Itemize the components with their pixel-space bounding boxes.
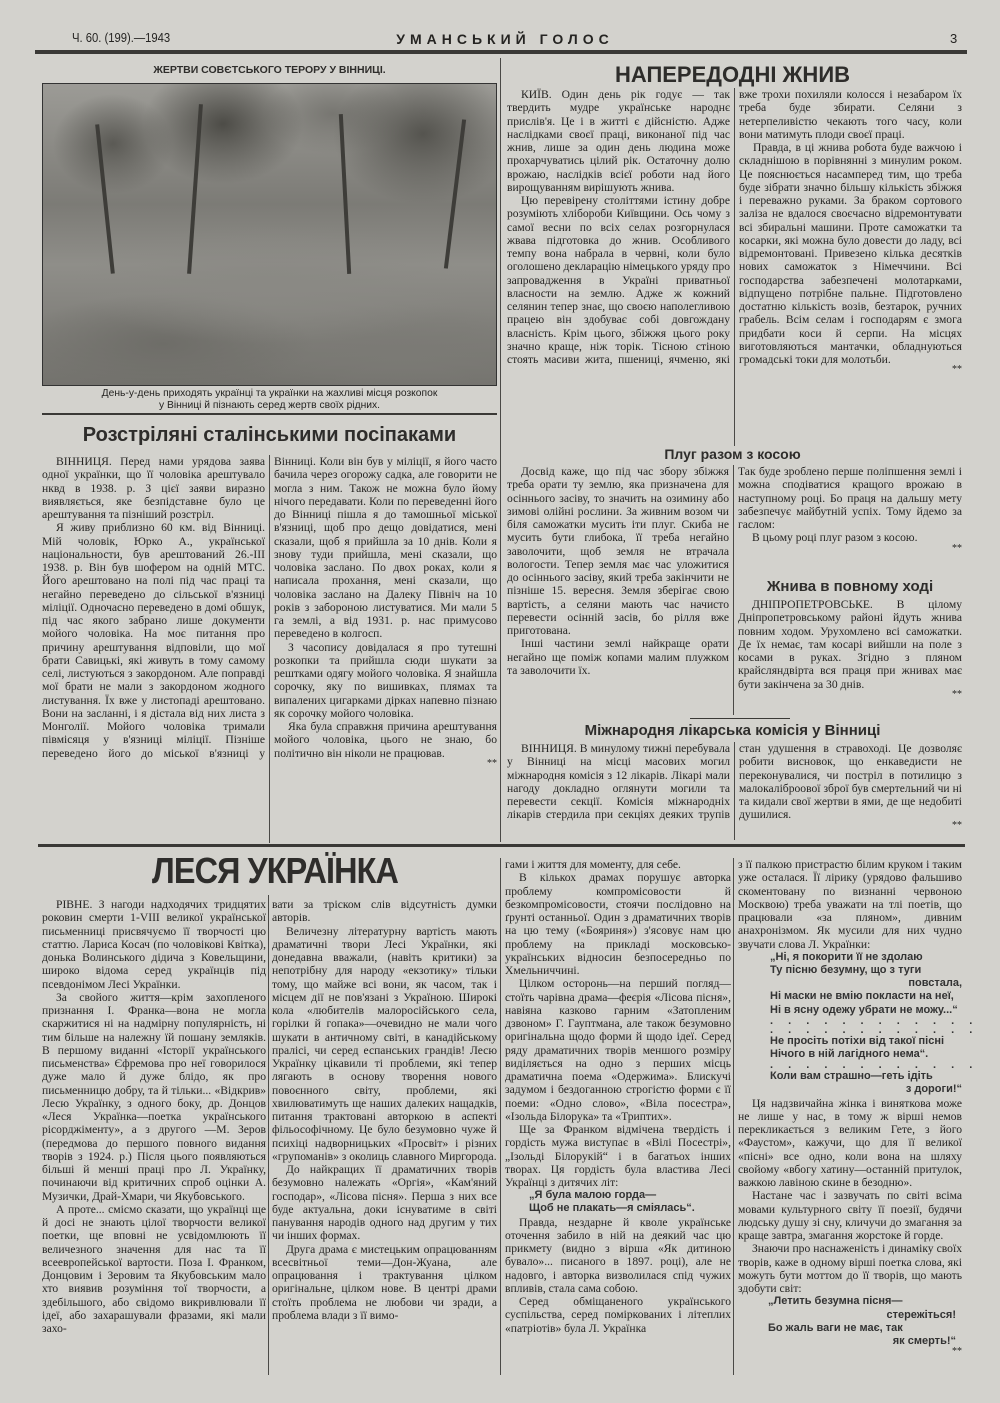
article-harvest-eve-body [507,88,962,446]
column-divider [500,858,501,1375]
verse-line: „Ні, я покорити її не здолаю [770,950,923,963]
end-mark: ** [487,757,497,769]
headline-harvest-eve: НАПЕРЕДОДНІ ЖНИВ [614,62,851,87]
paragraph: КИЇВ. Один день рік годує — так твердить мудре українське народнє прислів'я. Це і в житті є дійсністю. Адже наслідками своєї праці, виконаної під час жнив, лише за один день людина може прохарчуватись цілий рік. Остаточну долю врожаю, наслідків всієї роботи над його вирощуванням вирішують жнива. [507,88,730,194]
verse-line: як смерть!“ [892,1334,956,1347]
headline-commission: Міжнародня лікарська комісія у Вінниці [584,722,881,739]
verse-quote [738,950,979,1097]
paragraph: гами і життя для моменту, для себе. [505,858,681,871]
verse-ellipsis: . . . . . . . . . . . . [770,1014,979,1027]
verse-line: Не просіть потіхи від такої пісні [770,1034,945,1047]
verse-ellipsis: . . . . . . . . . . . . [770,1059,979,1072]
paragraph: Ця надзвичайна жінка і виняткова може не лише у нас, в тому ж вірші немов перекликається з великим Гете, з його «Фаустом», кажучи, що для її великої «пісні» все одно, коли вона на шляху свойому «вбогу хатину—останній притулок, важкою лавіною скине в безодню». [738,1096,962,1190]
photo-caption-line: у Вінниці й пізнають серед жертв своїх рідних. [158,400,381,411]
photo-caption [42,388,497,412]
paragraph: Я живу приблизно 60 км. від Вінниці. Мій чоловік, Юрко А., української національности, був арештований 26.-III 1938. р. Він був шофером на одній МТС. Його арештовано на полі під час праці та негайно переведено до сільської в'язниці міліції. Одночасно переведено в домі обшук, під час якого забрано лише документи мойого чоловіка. На моє питання про причину арештування відповіли, що мої брати Савицькі, які живуть в тому самому селі, листуються з закордоном. Але поправді мої брати не мали з закордоном жодного листування. Їх вже у листопаді арештовано. Вони на засланні, і я дістала від них листа з Монголії. Мойого чоловіка тримали півмісяця у в'язниці міліції. Пізніше переведено його до міської в'язниці у Вінниці. Коли він був у міліції, я його часто бачила через огорожу садка, але говорити не могла з ним. Також не можна було йому нічого передавати. Коли по переведенні його до Вінниці пішла я до тамошньої міської в'язниці, щоб про дещо довідатися, мені сказали, щоб я прийшла за 10 днів. Коли я знову туди прийшла, мені сказали, що чоловіка заслано. По двох роках, коли я написала прохання, мені сказали, що чоловіка заслано на Далеку Північ на 10 років з забороною листуватися. Ми мали 5 га землі, а від 1931. р. нас примусово переведено в колгосп. [42,455,497,760]
article-plough-col1 [507,465,729,677]
verse-line: стережіться! [886,1308,956,1321]
paragraph: За свойого життя—крім захопленого признання І. Франка—вона не могла скаржитися ні на надмірну популярність, ні тим більше на належну їй пошану земляків. В першому виданні «Історії українського письменства» Єфремова про неї говорилося дуже мало й дуже блідо, як про письменницю добру, та й тільки... «Відкрив» Лесю Українку, з одного боку, др. Донцов «Леся Українка—поетка українського рісорджіменту», а з другого —М. Зеров (передмова до першого повного видання творів з 1924. р.) Після цього появляються більші й менші праці про Л. Українку, починаючи від критичних спроб оцінки А. Музички, Драй-Хмари, чи Якубовського. [42,990,266,1203]
photo-caption-line: День-у-день приходять українці та українки на жахливі місця розкопок [101,388,438,399]
verse-line: Ні в ясну одежу убрати не можу...“ [770,1003,958,1016]
paragraph: З часопису довідалася я про тутешні розкопки та прийшла сюди шукати за рештками одягу мойого чоловіка. Я знайшла сорочку, яку по вишивках, плямах та випалених цигарками дірках напевно пізнаю як сорочку мойого чоловіка. [274,640,497,720]
newspaper-title: УМАНСЬКИЙ ГОЛОС [396,31,614,47]
article-lesya-col2 [272,898,497,1322]
end-mark: ** [952,542,962,554]
paragraph: В цьому році плуг разом з косою. [752,531,918,545]
headline-plough: Плуг разом з косою [664,446,801,462]
article-lesya-col3 [505,858,731,1335]
end-mark: ** [952,364,962,376]
paragraph: з її палкою пристрастю білим круком і таким уже осталася. Її лірику (урядово фальшиво скоментовану по визнанні червоною Москвою) треба уважати на тлі поетів, що працювали «за пляном», дивним анахронізмом. Як мусили для них чудно звучати слова Л. Українки: [738,858,962,951]
verse-line: з дороги!“ [905,1083,962,1096]
article-harvest-full-body [738,598,962,699]
paragraph: Величезну літературну вартість мають драматичні твори Лесі Українки, які донедавна вважали, (навіть критики) за непотрібну для народу «екзотику» тільки тому, що майже всі вони, як часом, так і місцем дії не пов'язані з Україною. Широкі кола «любителів малоросійського села, горілки й гопака»—очевидно не мали чого шукати в античному світі, в канадійському пралісі, чи серед еспанських грандів! Лесю Українку цікавили ті проблеми, які тепер лягають в основу творення нового повоєнного світу, проблеми, які хвилюватимуть ще наших далеких нащадків, питання трактовані авторкою в аспекті фільософічному. Це було безумовно чуже й психіці надворницьких «Просвіт» і різних «групоманів» з околиць славного Миргорода. [272,924,497,1163]
paragraph: Правда, в ці жнива робота буде важчою і складнішою в порівнянні з минулим роком. Це пояснюється насамперед тим, що треба буде зібрати значно більшу кількість збіжжя і переважно руками. За браком сортового заліза не вдалося своєчасно відремонтувати всі збиральні машини. Проте саможатки та косарки, які можна було довести до ладу, всі відремонтовані. Привезено кілька десятків нових саможаток з Німеччини. Всі господарства забезпечені молотарками, відпущено потрібне пальне. Підготовлено достатню кількість возів, безтарок, ручних грабель. Всім селам і господарям є змога придбати коси й серпи. На місцях виготовляються мантачки, обладнуються громадські токи для молотьби. [739,141,962,366]
article-executed-body [42,455,497,843]
header-rule [35,50,967,54]
paragraph: Яка була справжня причина арештування мойого чоловіка, цього не знаю, бо політично він ніколи не працював. [274,720,497,760]
paragraph: ВІННИЦЯ. Перед нами урядова заява одної українки, що її чоловіка арештувало нквд в 1938. р. З цієї заяви виразно виявляється, яке безпідставне було це арештування та пізніший розстріл. [42,455,265,521]
verse-line: „Летить безумна пісня— [768,1295,903,1308]
headline-executed: Розстріляні сталінськими посіпаками [82,424,457,446]
paragraph: Серед обміщаненого українського суспільства, серед поміркованих і літеплих «патріотів» була Л. Українка [505,1295,731,1335]
verse-line: Нічого в ній лагідного нема“. [770,1047,929,1060]
verse-line: повстала, [908,977,962,990]
paragraph: Друга драма є мистецьким опрацюванням всесвітньої теми—Дон-Жуана, але опрацювання і трактування цілком оригінальне, цілком нове. В центрі драми стоїть проблема не любови чи зради, а проблема влади з її вимо- [272,1242,497,1322]
paragraph: Настане час і зазвучать по світі всіма мовами культурного світу її поезії, будячи людську душу зі сну, кличучи до змагання за краще завтра, змагання жорстоке й горде. [738,1189,962,1243]
paragraph: А проте... смісмо сказати, що українці ще й досі не знають цілої творчости великої поетки, ще вповні не усвідомлюють її величезного значення для нас та її всеевропейської вартости. Поза І. Франком, Донцовим і Зеровим та Якубовським мало хто виявив розуміння тої творчости, а здебільшого, або свідомо викривлювали її ідеї, або захарашували фразами, які мали захо- [42,1202,266,1335]
headline-lesya: ЛЕСЯ УКРАЇНКА [152,850,398,891]
article-lesya-col4 [738,858,979,1358]
paragraph: ВІННИЦЯ. В минулому тижні перебувала у Вінниці на місці масових могил міжнародня комісія з 12 лікарів. Лікарі мали нагоду докладно оглянути могили та перевести секції. Комісія міжнародніх лікарів стердила при секціях деяких трупів стан удушення в стравоході. Це дозволяє робити висновок, що енкаведисти не переконувалися, чи постріл в потилицю з малокаліброової зброї був смертельний чи ні та кидали свої жертви в ями, де ще недобиті душилися. [507,742,962,822]
photo-title: ЖЕРТВИ СОВЄТСЬКОГО ТЕРОРУ У ВІННИЦІ. [153,64,386,76]
section-rule [690,718,790,719]
paragraph: РІВНЕ. З нагоди надходячих тридцятих роковин смерти 1-VIII великої української письменниці присвячуємо її творчості цю статтю. Лариса Косач (по чоловікові Квітка), донька Волинського дідича з Ковельщини, широко відома серед українців під псевдонімом Лесі Українки. [42,898,266,991]
section-rule [38,844,965,847]
verse-quote [505,1189,731,1215]
section-rule [42,413,497,415]
paragraph: До найкращих її драматичних творів безумовно належать «Оргія», «Кам'яний господар», «Лісова пісня». Перша з них все буде актуальна, доки існуватиме в світі панування народів одного над другим у тих чи інших формах. [272,1163,497,1243]
article-plough-col2 [738,465,962,553]
verse-line: Ні маски не вмію покласти на неї, [770,990,954,1003]
column-divider [733,465,734,715]
verse-line: Щоб не плакать—я сміялась“. [529,1202,695,1215]
verse-line: Ту пісню безумну, що з туги [770,963,922,976]
verse-line: „Я була малою горда— [529,1189,657,1202]
paragraph: вати за тріском слів відсутність думки авторів. [272,898,497,925]
headline-harvest-full: Жнива в повному ході [766,578,934,595]
photo-excavation [42,83,497,386]
paragraph: ДНІПРОПЕТРОВСЬКЕ. В цілому Дніпропетровському районі йдуть жнива повним ходом. Урухомлено всі саможатки. Де їх немає, там косарі вийшли на поле з косами в руках. Згідно з пляном крайсляндвірта вся праця при жнивах має бути закінчена за 30 днів. [738,598,962,691]
end-mark: ** [952,688,962,700]
paragraph: Знаючи про наснаженість і динаміку своїх творів, каже в одному вірші поетка слова, які можуть бути моттом до її творів, що мають здобути світ: [738,1242,962,1296]
paragraph: Так буде зроблено перше поліпшення землі і можна сподіватися кращого врожаю в наступному році. Бо праця на дальшу мету забезпечує майбутній успіх. Тому йдемо за гаслом: [738,465,962,531]
paragraph: В кількох драмах порушує авторка проблему компромісовости й безкомпромісовости, стоячи послідовно на ґрунті останньої. Один з драматичних творів на цю тему («Бояриня») з'ясовує нам цю проблему на прикладі московсько-українських відносин безпосередньо по Хмельниччині. [505,871,731,977]
article-lesya-col1 [42,898,266,1335]
verse-line: Бо жаль ваги не має, так [768,1321,903,1334]
verse-quote [738,1295,962,1348]
end-mark: ** [952,819,962,831]
end-mark: ** [952,1346,962,1358]
paragraph: Цілком осторонь—на перший погляд—стоїть чарівна драма—феєрія «Лісова пісня», навіяна казково гарним «Затопленим дзвоном» Г. Гауптмана, але також безумовно оригінальна щодо форми й щодо ідеї. Серед ряду драматичних творів меншого розміру виділяється на одно з перших місць драматична поема «Одержима». Блискучі задумом і бездоганною строгістю форми є її поеми: «Одно слово», «Віла посестра», «Ізольда Білорука» та «Триптих». [505,977,731,1123]
paragraph: Ще за Франком відмічена твердість і гордість мужа виступає в «Вілі Посестрі», „Ізольді Білорукій“ і в багатьох інших творах. Ця гордість була властива Лесі Українці з дитячих літ: [505,1123,731,1189]
article-commission-body [507,742,962,840]
column-divider [268,895,269,1375]
paragraph: Досвід каже, що під час збору збіжжя треба орати ту землю, яка призначена для осіннього засіву, то значить на озимину або зимові олійні рослини. За живним возом чи біля саможатки мусить іти плуг. Скиба не мусить бути глибока, її треба негайно заволочити, щоб земля не втрачала вологости. Тепер земля має час уложитися до осіннього засіву, який треба закінчити не пізніше 15. вересня. Земля зберігає свою вартість, а селяни мають час начисто перевести осінній засів, бо рілля вже приготована. [507,465,729,637]
paragraph: Цю перевірену століттями істину добре розуміють хлібороби Київщини. Ось чому з самої весни по всіх селах розгорнулася жвава підготовка до жнив. Особливого темпу вона набрала в червні, коли було оголошено декларацію німецького уряду про запровадження в Україні приватньої власности на землю. Адже ж кожний селянин тепер знає, що своєю наполегливою працею він здобуває собі довгождану власність. Крім цього, збіжжя цього року значно краще, ніж торік. Тісною стіною стоять масиви жита, пшениці, ячменю, які вже трохи похиляли колосся і незабаром їх треба буде збирати. Селяни з нетерпеливістю чекають того часу, коли вони матимуть плоди своєї праці. [507,88,962,366]
verse-ellipsis: . . . . . . . . . . . . [770,1023,979,1036]
verse-line: Коли вам страшно—геть ідіть [770,1070,933,1083]
paragraph: Інші частини землі найкраще орати негайно ще поміж копами малим плужком та заволочити їх. [507,637,729,677]
column-divider [733,858,734,1375]
issue-number: Ч. 60. (199).—1943 [72,31,171,45]
paragraph: Правда, нездарне й кволе українське оточення забило в ній на деякий час цю прикмету (видно з вірша «Як дитиною бувало»... писаного в 1897. році), але не надовго, і авторка визволилася спід чужих впливів, стала сама собою. [505,1215,731,1295]
page-number: 3 [950,31,958,46]
column-divider [500,58,501,842]
